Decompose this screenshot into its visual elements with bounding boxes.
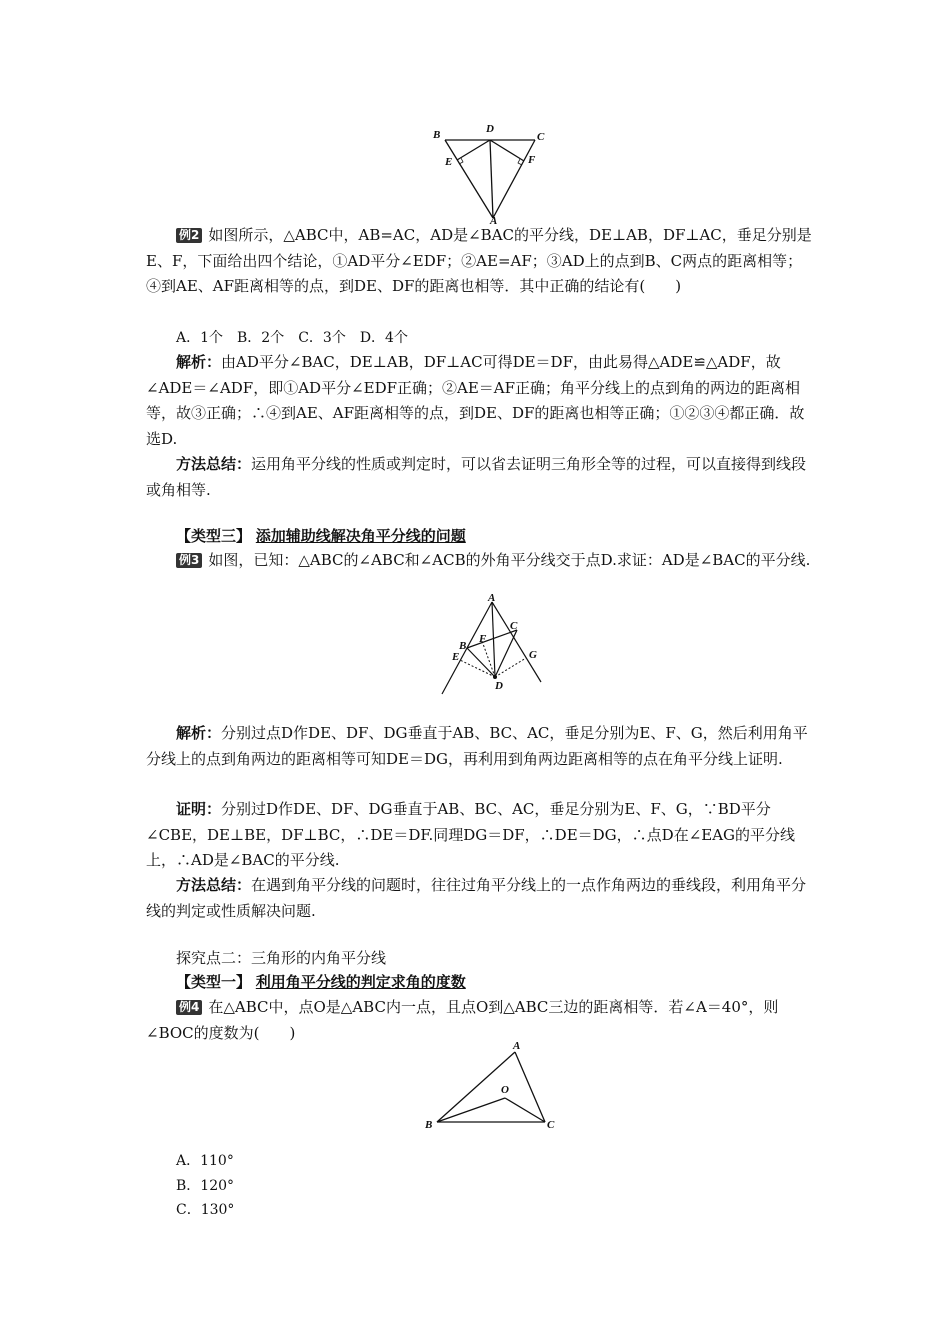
type-1-label: 【类型一】 [176, 973, 252, 991]
fig2-label-B: B [459, 640, 467, 652]
example-3-summary-text: 在遇到角平分线的问题时，往往过角平分线上的一点作角两边的垂线段，利用角平分线的判定或性质解决问题. [146, 876, 807, 920]
example-4-option-b: B．120° [176, 1178, 235, 1194]
fig3-label-B: B [425, 1119, 433, 1131]
example-3-summary-label: 方法总结： [176, 876, 252, 894]
example-2-summary [146, 452, 812, 503]
example-4-text: 在△ABC中，点O是△ABC内一点，且点O到△ABC三边的距离相等．若∠A＝40°，则∠BOC的度数为( ) [146, 998, 779, 1042]
fig2-label-D: D [495, 680, 503, 692]
figure-triangle-1 [430, 120, 560, 225]
fig2-label-G: G [529, 649, 537, 661]
example-3-proof-label: 证明： [176, 800, 222, 818]
example-2-summary-label: 方法总结： [176, 455, 252, 473]
example-2-analysis [146, 350, 812, 452]
fig3-label-C: C [547, 1119, 555, 1131]
example-2-analysis-text: 由AD平分∠BAC，DE⊥AB，DF⊥AC可得DE＝DF，由此易得△ADE≌△ADF，故∠ADE＝∠ADF，即①AD平分∠EDF正确；②AE＝AF正确；角平分线上的点到角的两边的距离相等，故③正确；∴④到AE、AF距离相等的点，到DE、DF的距离也相等正确；①②③④都正确．故选D. [146, 353, 805, 448]
example-2-question [146, 223, 812, 300]
example-3-analysis [146, 721, 812, 772]
example-3-analysis-text: 分别过点D作DE、DF、DG垂直于AB、BC、AC，垂足分别为E、F、G，然后利用角平分线上的点到角两边的距离相等可知DE＝DG，再利用到角两边距离相等的点在角平分线上证明. [146, 724, 808, 768]
fig1-label-A: A [490, 215, 498, 225]
fig2-label-C: C [510, 620, 518, 632]
fig2-label-E: E [452, 651, 460, 663]
example-2-summary-text: 运用角平分线的性质或判定时，可以省去证明三角形全等的过程，可以直接得到线段或角相等. [146, 455, 807, 499]
example-3-proof-text: 分别过D作DE、DF、DG垂直于AB、BC、AC，垂足分别为E、F、G，∵BD平分∠CBE，DE⊥BE，DF⊥BC，∴DE＝DF.同理DG＝DF，∴DE＝DG，∴点D在∠EAG的平分线上，∴AD是∠BAC的平分线. [146, 800, 796, 869]
example-2-tag: 例2 [176, 228, 202, 243]
fig3-label-O: O [501, 1084, 509, 1096]
type-3-title: 添加辅助线解决角平分线的问题 [255, 527, 466, 545]
figure-triangle-2 [437, 592, 547, 697]
example-4-option-c: C．130° [176, 1202, 235, 1218]
type-1-title: 利用角平分线的判定求角的度数 [255, 973, 466, 991]
fig1-label-C: C [537, 131, 545, 143]
example-3-proof [146, 797, 812, 874]
example-3-question [146, 548, 812, 574]
fig2-label-F: F [479, 633, 487, 645]
example-4-tag: 例4 [176, 1000, 202, 1015]
section-2-heading: 探究点二：三角形的内角平分线 [176, 949, 387, 967]
example-3-text: 如图，已知：△ABC的∠ABC和∠ACB的外角平分线交于点D.求证：AD是∠BAC的平分线. [208, 551, 811, 569]
fig3-label-A: A [513, 1040, 521, 1052]
example-3-tag: 例3 [176, 553, 202, 568]
fig1-label-F: F [528, 154, 536, 166]
example-3-summary [146, 873, 812, 924]
type-3-heading [146, 524, 812, 550]
fig1-label-B: B [433, 129, 441, 141]
example-2-options: A．1个 B．2个 C．3个 D．4个 [176, 330, 408, 346]
example-3-analysis-label: 解析： [176, 724, 222, 742]
example-2-text: 如图所示，△ABC中，AB=AC，AD是∠BAC的平分线，DE⊥AB，DF⊥AC，垂足分别是E、F，下面给出四个结论，①AD平分∠EDF；②AE=AF；③AD上的点到B、C两点的距离相等；④到AE、AF距离相等的点，到DE、DF的距离也相等．其中正确的结论有( ) [146, 226, 812, 295]
example-4-option-a: A．110° [176, 1153, 234, 1169]
example-4-question [146, 995, 812, 1046]
fig1-label-D: D [486, 123, 494, 135]
fig2-label-A: A [488, 592, 496, 604]
type-3-label: 【类型三】 [176, 527, 252, 545]
figure-triangle-3 [425, 1040, 565, 1132]
fig1-label-E: E [445, 156, 453, 168]
type-1-heading [146, 970, 812, 996]
example-2-analysis-label: 解析： [176, 353, 222, 371]
